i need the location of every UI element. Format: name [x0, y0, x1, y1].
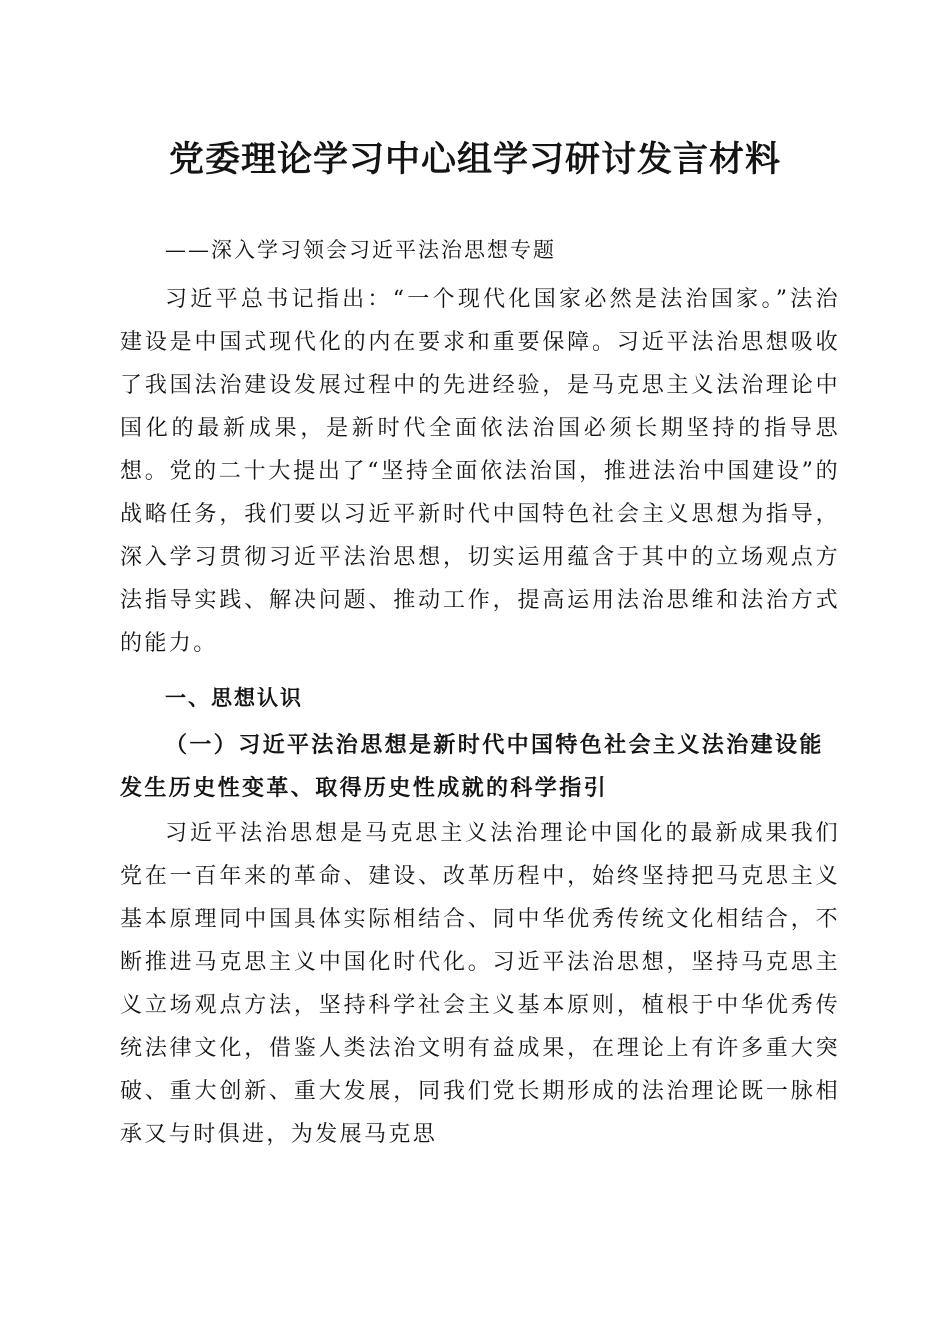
- intro-paragraph: 习近平总书记指出：“一个现代化国家必然是法治国家。”法治建设是中国式现代化的内在要求和重要保障。习近平法治思想吸收了我国法治建设发展过程中的先进经验，是马克思主义法治理论中国化的最新成果，是新时代全面依法治国必须长期坚持的指导思想。党的二十大提出了“坚持全面依法治国，推进法治中国建设”的战略任务，我们要以习近平新时代中国特色社会主义思想为指导，深入学习贯彻习近平法治思想，切实运用蕴含于其中的立场观点方法指导实践、解决问题、推动工作，提高运用法治思维和法治方式的能力。: [120, 287, 840, 656]
- body-paragraph: 习近平法治思想是马克思主义法治理论中国化的最新成果我们党在一百年来的革命、建设、改革历程中，始终坚持把马克思主义基本原理同中国具体实际相结合、同中华优秀传统文化相结合，不断推进马克思主义中国化时代化。习近平法治思想，坚持马克思主义立场观点方法，坚持科学社会主义基本原则，植根于中华优秀传统法律文化，借鉴人类法治文明有益成果，在理论上有许多重大突破、重大创新、重大发展，同我们党长期形成的法治理论既一脉相承又与时俱进，为发展马克思: [120, 821, 840, 1147]
- document-title: 党委理论学习中心组学习研讨发言材料: [168, 140, 781, 180]
- subsection-heading: （一）习近平法治思想是新时代中国特色社会主义法治建设能发生历史性变革、取得历史性成就的科学指引: [120, 732, 824, 801]
- document-subtitle: ——深入学习领会习近平法治思想专题: [165, 238, 556, 262]
- section-heading: 一、思想认识: [165, 686, 303, 710]
